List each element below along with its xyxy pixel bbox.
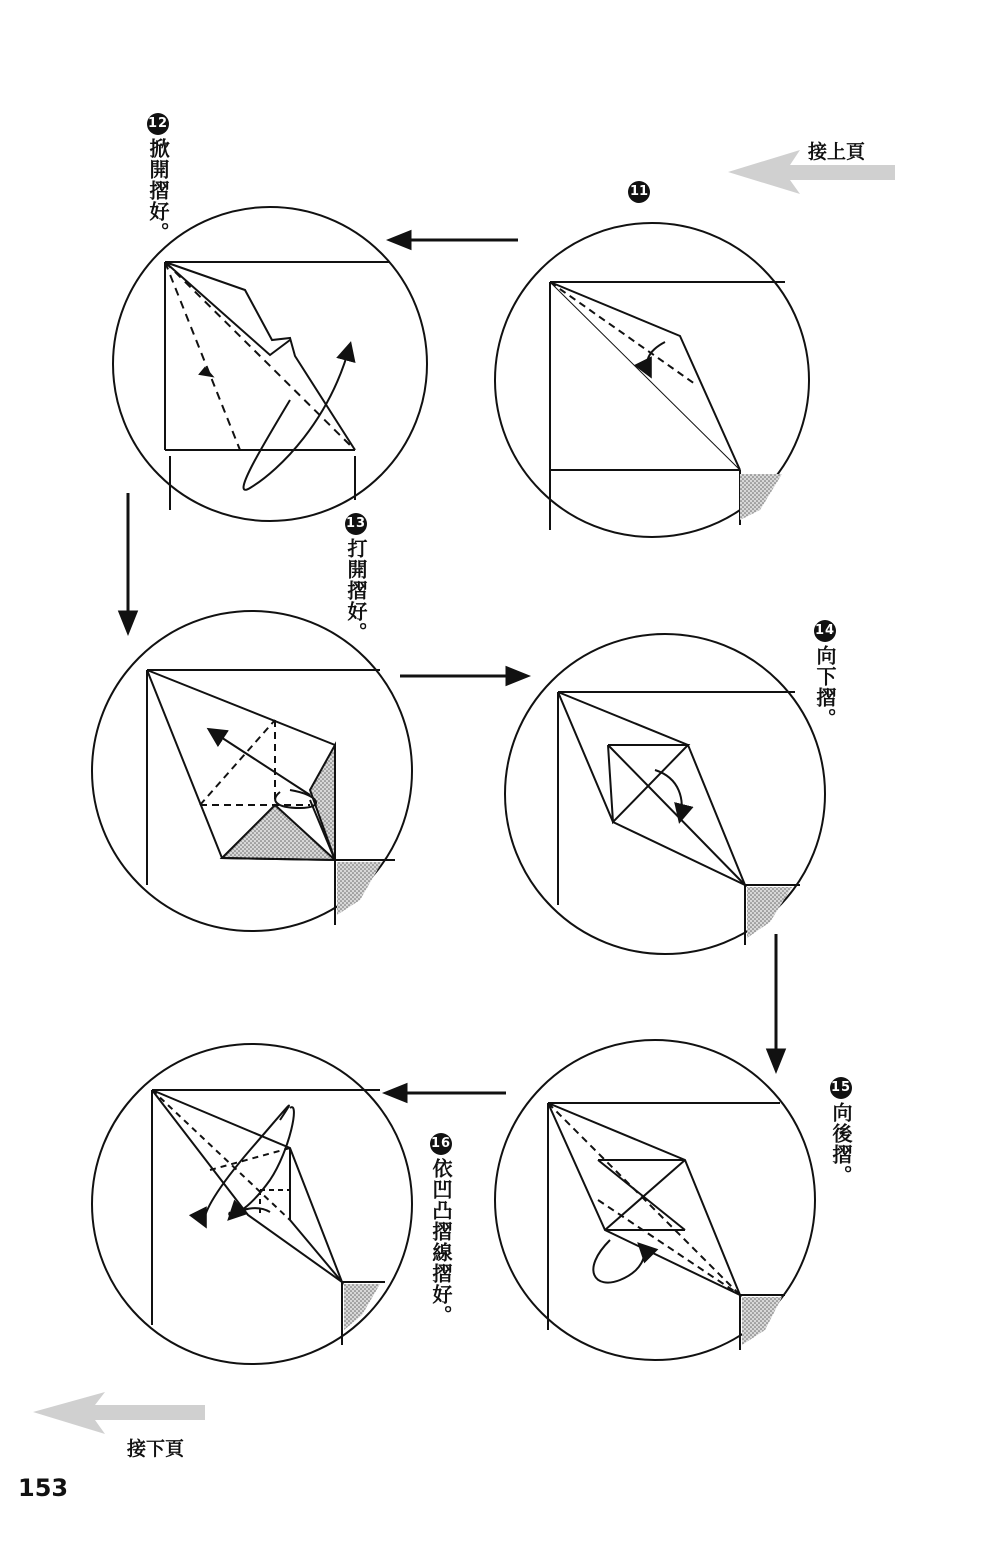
step-15-diagram [495,1040,815,1360]
step-15-number: 15 [830,1077,852,1099]
step-11-diagram [495,223,809,537]
step-16-number: 16 [430,1133,452,1155]
continue-to-arrow [33,1392,205,1434]
step-12-label [146,113,170,243]
continue-from-label: 接上頁 [808,141,866,163]
step-14-label [813,620,837,729]
step-16-diagram [92,1044,412,1364]
step-12-number: 12 [147,113,169,135]
step-14-diagram [505,634,825,954]
step-13-diagram [92,611,412,931]
step-13-label [344,513,368,643]
step-14-number: 14 [814,620,836,642]
step-11-number: 11 [628,181,650,203]
step-16-label [429,1133,453,1326]
flow-arrows [120,232,784,1101]
step-13-number: 13 [345,513,367,535]
page-number: 153 [18,1474,69,1502]
step-14-text: 向下摺。 [813,645,837,729]
step-15-label [829,1077,853,1186]
step-15-text: 向後摺。 [829,1102,853,1186]
step-12-diagram [113,207,427,521]
step-12-text: 掀開摺好。 [146,138,170,243]
step-13-text: 打開摺好。 [344,538,368,643]
step-11-label [628,176,650,206]
step-16-text: 依凹凸摺線摺好。 [429,1158,453,1326]
continue-to-label: 接下頁 [127,1438,185,1460]
